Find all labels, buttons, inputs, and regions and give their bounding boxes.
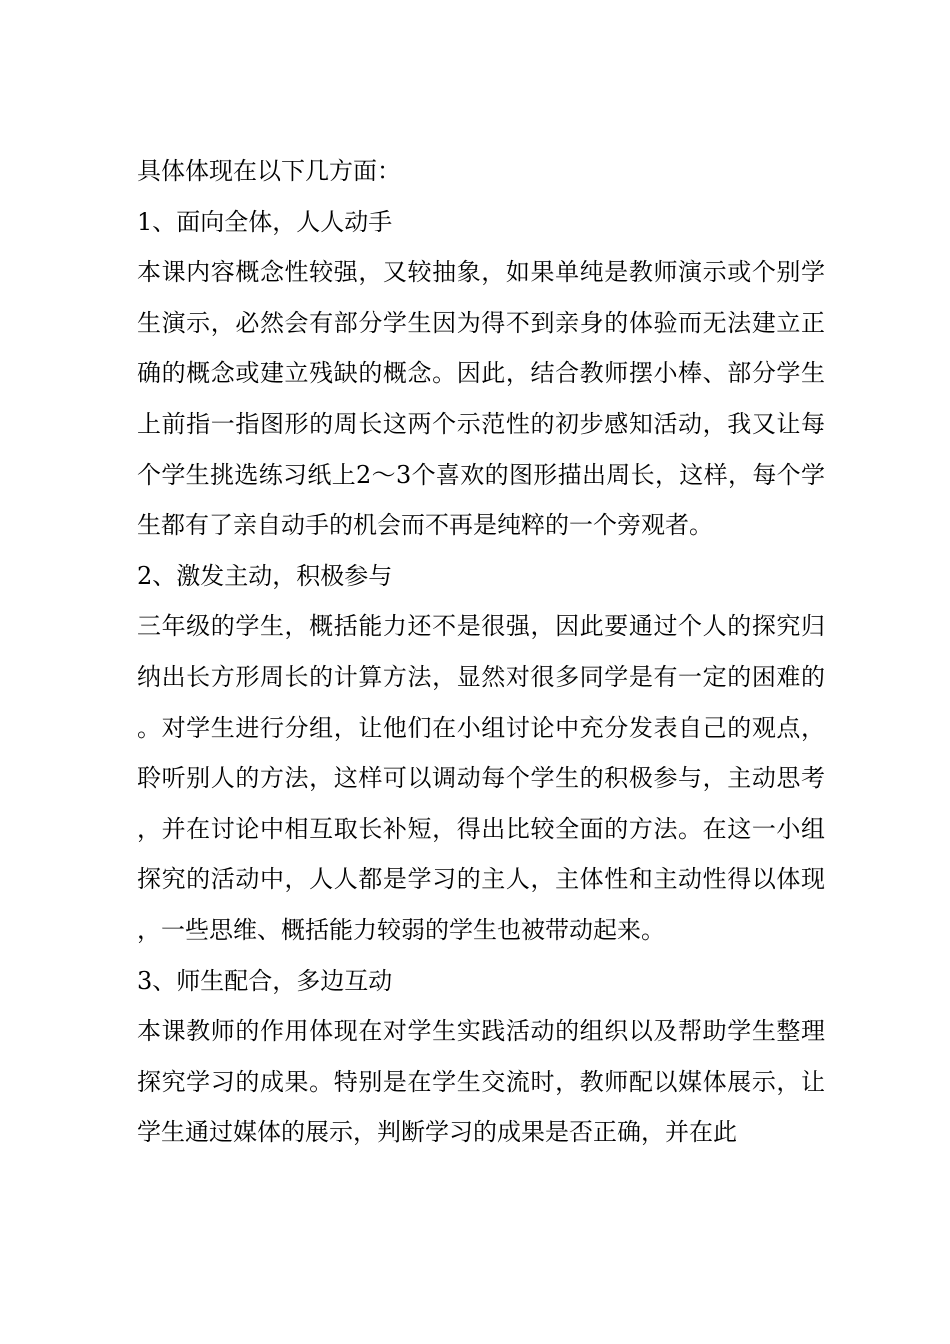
section-1-heading: 1、面向全体，人人动手	[137, 207, 393, 236]
section-2-paragraph: 三年级的学生，概括能力还不是很强，因此要通过个人的探究归纳出长方形周长的计算方法，显然对很多同学是有一定的困难的。对学生进行分组，让他们在小组讨论中充分发表自己的观点，聆听别人的方法，这样可以调动每个学生的积极参与，主动思考，并在讨论中相互取长补短，得出比较全面的方法。在这一小组探究的活动中，人人都是学习的主人，主体性和主动性得以体现，一些思维、概括能力较弱的学生也被带动起来。	[137, 612, 825, 944]
intro-paragraph: 具体体现在以下几方面：	[137, 157, 401, 185]
document-body	[137, 146, 825, 1158]
section-3-heading: 3、师生配合，多边互动	[137, 966, 393, 995]
section-1-paragraph: 本课内容概念性较强，又较抽象，如果单纯是教师演示或个别学生演示，必然会有部分学生因为得不到亲身的体验而无法建立正确的概念或建立残缺的概念。因此，结合教师摆小棒、部分学生上前指一指图形的周长这两个示范性的初步感知活动，我又让每个学生挑选练习纸上2～3个喜欢的图形描出周长，这样，每个学生都有了亲自动手的机会而不再是纯粹的一个旁观者。	[137, 258, 825, 540]
section-3-paragraph: 本课教师的作用体现在对学生实践活动的组织以及帮助学生整理探究学习的成果。特别是在学生交流时，教师配以媒体展示，让学生通过媒体的展示，判断学习的成果是否正确，并在此	[137, 1017, 825, 1147]
section-2-heading: 2、激发主动，积极参与	[137, 561, 393, 590]
